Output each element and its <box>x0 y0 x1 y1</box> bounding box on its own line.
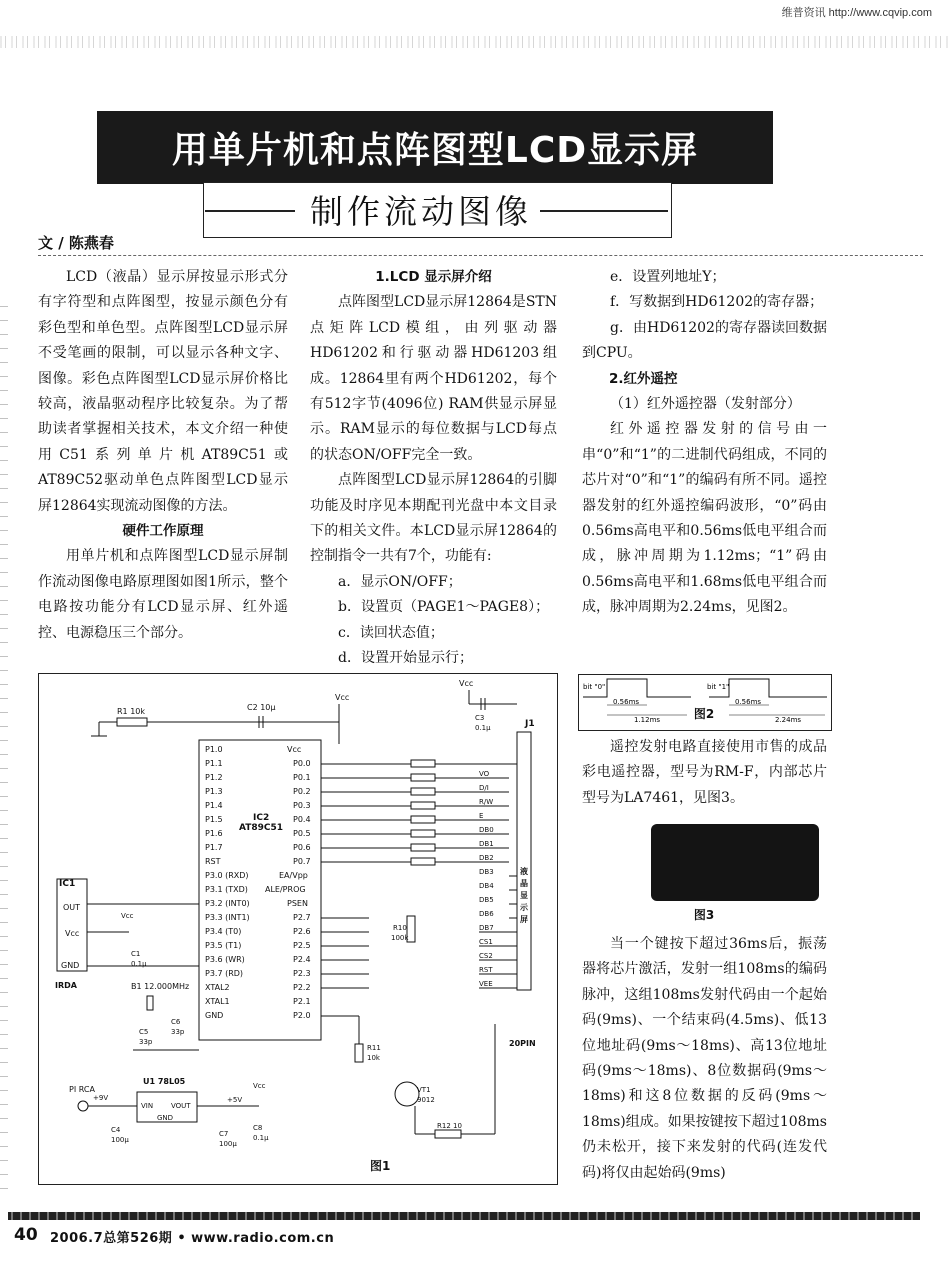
svg-text:P1.0: P1.0 <box>205 745 223 754</box>
svg-text:33p: 33p <box>171 1028 185 1036</box>
scan-noise <box>0 36 950 48</box>
svg-text:P3.5 (T1): P3.5 (T1) <box>205 941 242 950</box>
svg-text:Vcc: Vcc <box>253 1082 266 1090</box>
svg-text:IC1: IC1 <box>59 879 76 889</box>
bit0-label: bit "0" <box>583 683 606 691</box>
svg-text:PSEN: PSEN <box>287 899 308 908</box>
svg-text:C3: C3 <box>475 714 485 722</box>
subheading-ir-remote: （1）红外遥控器（发射部分） <box>610 396 801 413</box>
svg-text:J1: J1 <box>525 719 535 729</box>
svg-text:R10: R10 <box>393 924 407 932</box>
svg-text:C6: C6 <box>171 1018 181 1026</box>
svg-text:VOUT: VOUT <box>171 1102 191 1110</box>
column-1 <box>38 265 288 646</box>
svg-text:33p: 33p <box>139 1038 153 1046</box>
svg-text:VEE: VEE <box>479 980 493 988</box>
svg-text:ALE/PROG: ALE/PROG <box>265 885 306 894</box>
svg-text:DB2: DB2 <box>479 854 494 862</box>
svg-text:10k: 10k <box>367 1054 380 1062</box>
svg-text:GND: GND <box>61 961 80 970</box>
circuit-diagram <box>39 674 557 1184</box>
svg-text:E: E <box>479 812 484 820</box>
svg-text:P2.2: P2.2 <box>293 983 311 992</box>
svg-text:R/W: R/W <box>479 798 494 806</box>
svg-text:DB5: DB5 <box>479 896 494 904</box>
svg-text:P0.2: P0.2 <box>293 787 311 796</box>
figure-1-schematic <box>38 673 558 1185</box>
svg-text:Vcc: Vcc <box>335 693 350 702</box>
svg-text:P1.5: P1.5 <box>205 815 223 824</box>
svg-text:P2.6: P2.6 <box>293 927 311 936</box>
column-3-bottom <box>582 932 827 1186</box>
code-paragraph: 当一个键按下超过36ms后，振荡器将芯片激活，发射一组108ms的编码脉冲，这组108ms发射代码由一个起始码(9ms)、一个结束码(4.5ms)、低13位地址码(9ms～18ms)、高13位地址码(9ms～18ms)、8位数据码(9ms～18ms)和这8位数据的反码(9ms～18ms)组成。如果按键按下超过108ms仍未松开，接下来发射的代码(连发代码)将仅由起始码(9ms) <box>582 936 827 1181</box>
intro-paragraph: LCD（液晶）显示屏按显示形式分有字符型和点阵图型，按显示颜色分有彩色型和单色型。点阵图型LCD显示屏不受笔画的限制，可以显示各种文字、图像。彩色点阵图型LCD显示屏价格比较高，液晶驱动程序比较复杂。为了帮助读者掌握相关技术，本文介绍一种使用C51系列单片机AT89C51或AT89C52驱动单色点阵图型LCD显示屏12864实现流动图像的方法。 <box>38 269 288 514</box>
svg-text:VO: VO <box>479 770 490 778</box>
svg-text:液: 液 <box>520 867 528 876</box>
footer-issue: 2006.7总第526期 • www.radio.com.cn <box>50 1231 335 1246</box>
column-2 <box>310 265 557 672</box>
svg-text:P3.7 (RD): P3.7 (RD) <box>205 969 244 978</box>
divider <box>38 255 923 256</box>
figure-1-caption: 图1 <box>370 1159 391 1173</box>
svg-text:示: 示 <box>520 903 528 912</box>
footer-rule <box>8 1212 920 1220</box>
svg-text:P3.4 (T0): P3.4 (T0) <box>205 927 242 936</box>
svg-text:晶: 晶 <box>520 879 528 888</box>
svg-text:DB1: DB1 <box>479 840 494 848</box>
svg-text:P2.4: P2.4 <box>293 955 311 964</box>
bit1-label: bit "1" <box>707 683 730 691</box>
svg-text:XTAL2: XTAL2 <box>205 983 230 992</box>
svg-text:B1 12.000MHz: B1 12.000MHz <box>131 982 190 991</box>
svg-text:P0.5: P0.5 <box>293 829 311 838</box>
t-high-label: 0.56ms <box>613 698 640 706</box>
svg-text:P1.1: P1.1 <box>205 759 223 768</box>
svg-text:C8: C8 <box>253 1124 263 1132</box>
svg-text:AT89C51: AT89C51 <box>239 823 284 833</box>
scan-edge <box>0 300 8 1200</box>
page-number: 40 <box>14 1225 38 1245</box>
svg-text:P1.3: P1.3 <box>205 787 223 796</box>
svg-text:P2.5: P2.5 <box>293 941 311 950</box>
author: 文 / 陈燕春 <box>38 234 114 252</box>
svg-text:RST: RST <box>205 857 221 866</box>
hardware-paragraph: 用单片机和点阵图型LCD显示屏制作流动图像电路原理图如图1所示，整个电路按功能分有LCD显示屏、红外遥控、电源稳压三个部分。 <box>38 548 288 641</box>
subtitle-rule-left <box>205 210 295 212</box>
svg-text:100μ: 100μ <box>219 1140 237 1148</box>
svg-text:C4: C4 <box>111 1126 121 1134</box>
figure-2-caption: 图2 <box>693 707 715 721</box>
svg-text:R11: R11 <box>367 1044 381 1052</box>
svg-text:C1: C1 <box>131 950 141 958</box>
svg-text:0.1μ: 0.1μ <box>131 960 147 968</box>
list-item: e．设置列地址Y； <box>610 269 726 285</box>
svg-text:P3.0 (RXD): P3.0 (RXD) <box>205 871 249 880</box>
svg-text:P0.0: P0.0 <box>293 759 311 768</box>
svg-text:P0.6: P0.6 <box>293 843 311 852</box>
svg-text:R1 10k: R1 10k <box>117 707 146 716</box>
svg-text:P2.7: P2.7 <box>293 913 311 922</box>
article-subtitle: 制作流动图像 <box>310 192 532 231</box>
svg-text:U1 78L05: U1 78L05 <box>143 1077 186 1086</box>
svg-text:0.1μ: 0.1μ <box>253 1134 269 1142</box>
svg-text:C2 10μ: C2 10μ <box>247 703 276 712</box>
svg-text:P3.1 (TXD): P3.1 (TXD) <box>205 885 248 894</box>
column-3-mid <box>582 735 827 811</box>
svg-text:P3.3 (INT1): P3.3 (INT1) <box>205 913 250 922</box>
svg-text:DB4: DB4 <box>479 882 494 890</box>
svg-text:P1.2: P1.2 <box>205 773 223 782</box>
svg-text:DB0: DB0 <box>479 826 494 834</box>
svg-text:显: 显 <box>520 891 528 900</box>
svg-text:DB3: DB3 <box>479 868 494 876</box>
svg-text:RST: RST <box>479 966 493 974</box>
section-heading-hardware: 硬件工作原理 <box>122 523 204 540</box>
svg-text:P2.1: P2.1 <box>293 997 311 1006</box>
svg-text:IRDA: IRDA <box>55 981 77 990</box>
section-heading-ir: 2.红外遥控 <box>609 370 678 387</box>
section-heading-lcd: 1.LCD 显示屏介绍 <box>375 269 492 285</box>
svg-text:100k: 100k <box>391 934 409 942</box>
column-3-top <box>582 265 827 621</box>
svg-text:Vcc: Vcc <box>121 912 134 920</box>
svg-text:P3.2 (INT0): P3.2 (INT0) <box>205 899 250 908</box>
figure-2 <box>578 674 832 731</box>
list-item: d．设置开始显示行； <box>338 650 473 667</box>
svg-text:P0.7: P0.7 <box>293 857 311 866</box>
subtitle-rule-right <box>540 210 668 212</box>
svg-text:CS1: CS1 <box>479 938 493 946</box>
svg-text:Vcc: Vcc <box>459 679 474 688</box>
svg-text:VT1: VT1 <box>417 1086 431 1094</box>
svg-text:P0.3: P0.3 <box>293 801 311 810</box>
svg-text:P3.6 (WR): P3.6 (WR) <box>205 955 245 964</box>
svg-text:PI RCA: PI RCA <box>69 1085 95 1094</box>
list-item: a．显示ON/OFF； <box>338 573 462 590</box>
list-item: f．写数据到HD61202的寄存器； <box>610 294 824 311</box>
svg-text:P0.1: P0.1 <box>293 773 311 782</box>
svg-text:C7: C7 <box>219 1130 229 1138</box>
svg-text:GND: GND <box>157 1114 174 1122</box>
svg-text:+9V: +9V <box>93 1094 109 1102</box>
watermark: 维普资讯 http://www.cqvip.com <box>781 7 932 19</box>
svg-text:D/I: D/I <box>479 784 489 792</box>
t-period-1-label: 2.24ms <box>775 716 802 724</box>
ir-paragraph-1: 红外遥控器发射的信号由一串“0”和“1”的二进制代码组成，不同的芯片对“0”和“1”的编码有所不同。遥控器发射的红外遥控编码波形，“0”码由0.56ms高电平和0.56ms低电平组合而成，脉冲周期为1.12ms；“1”码由0.56ms高电平和1.68ms低电平组合而成，脉冲周期为2.24ms，见图2。 <box>582 421 827 616</box>
svg-text:R12 10: R12 10 <box>437 1122 462 1130</box>
svg-text:CS2: CS2 <box>479 952 493 960</box>
svg-text:100μ: 100μ <box>111 1136 129 1144</box>
svg-text:0.1μ: 0.1μ <box>475 724 491 732</box>
svg-text:屏: 屏 <box>520 915 528 924</box>
svg-text:EA/Vpp: EA/Vpp <box>279 871 308 880</box>
remote-paragraph: 遥控发射电路直接使用市售的成品彩电遥控器，型号为RM-F，内部芯片型号为LA7461，见图3。 <box>582 739 827 806</box>
svg-text:VIN: VIN <box>141 1102 154 1110</box>
svg-text:P0.4: P0.4 <box>293 815 311 824</box>
list-item: g．由HD61202的寄存器读回数据到CPU。 <box>582 319 827 362</box>
svg-text:+5V: +5V <box>227 1096 243 1104</box>
svg-text:XTAL1: XTAL1 <box>205 997 230 1006</box>
lcd-paragraph-1: 点阵图型LCD显示屏12864是STN点矩阵LCD模组，由列驱动器HD61202和行驱动器HD61203组成。12864里有两个HD61202，每个有512字节(4096位) RAM供显示屏显示。RAM显示的每位数据与LCD每点的状态ON/OFF完全一致。 <box>310 294 557 463</box>
list-item: c．读回状态值； <box>338 624 444 641</box>
svg-text:C5: C5 <box>139 1028 149 1036</box>
lcd-paragraph-2: 点阵图型LCD显示屏12864的引脚功能及时序见本期配刊光盘中本文目录下的相关文件。本LCD显示屏12864的控制指令一共有7个，功能有: <box>310 472 557 565</box>
svg-text:GND: GND <box>205 1011 224 1020</box>
figure-3-caption: 图3 <box>693 908 715 922</box>
svg-text:P2.3: P2.3 <box>293 969 311 978</box>
article-title: 用单片机和点阵图型LCD显示屏 <box>97 111 773 184</box>
svg-text:9012: 9012 <box>417 1096 435 1104</box>
t-high-label-1: 0.56ms <box>735 698 762 706</box>
t-period-0-label: 1.12ms <box>634 716 661 724</box>
list-item: b．设置页（PAGE1～PAGE8）； <box>338 599 550 616</box>
svg-text:P2.0: P2.0 <box>293 1011 311 1020</box>
svg-text:P1.6: P1.6 <box>205 829 223 838</box>
svg-text:Vcc: Vcc <box>287 745 302 754</box>
svg-text:IC2: IC2 <box>253 813 270 823</box>
svg-text:Vcc: Vcc <box>65 929 80 938</box>
svg-text:P1.7: P1.7 <box>205 843 223 852</box>
svg-text:OUT: OUT <box>63 903 81 912</box>
svg-text:20PIN: 20PIN <box>509 1039 536 1048</box>
svg-text:DB6: DB6 <box>479 910 494 918</box>
remote-control-photo <box>651 824 819 901</box>
svg-text:DB7: DB7 <box>479 924 494 932</box>
svg-text:P1.4: P1.4 <box>205 801 223 810</box>
